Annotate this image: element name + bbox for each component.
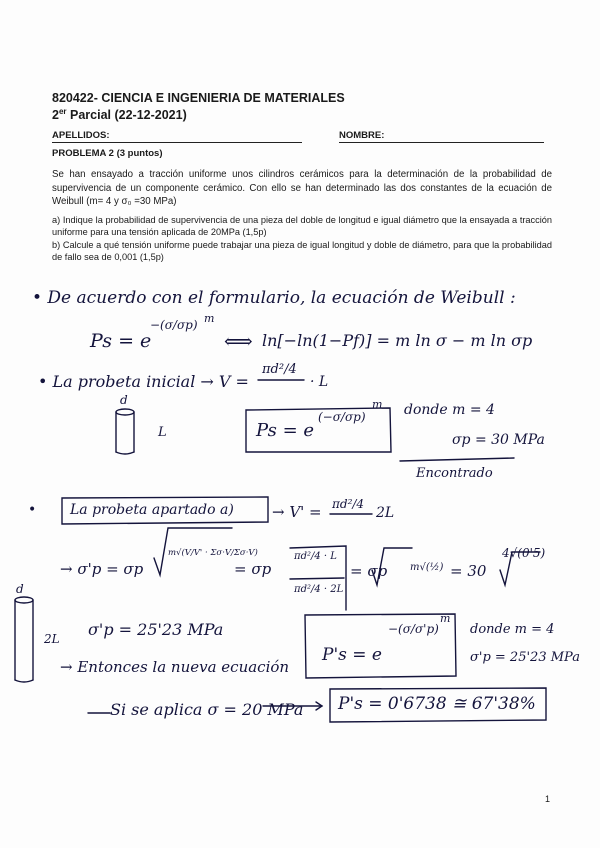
hw-vol2-frac: πd²/4 bbox=[332, 497, 365, 511]
hw-donde1: donde m = 4 bbox=[404, 402, 495, 418]
hw-box1-eq: Ps = e bbox=[256, 420, 315, 441]
hw-sigma-p-prime: σ'p = 25'23 MPa bbox=[88, 620, 224, 639]
hw-frac-top: πd²/4 · L bbox=[294, 551, 337, 562]
page-number: 1 bbox=[545, 794, 551, 804]
hw-sigma-p-prime2: σ'p = 25'23 MPa bbox=[470, 650, 580, 665]
hw-sigma-p: σp = 30 MPa bbox=[452, 432, 545, 448]
nombre-label: NOMBRE: bbox=[339, 130, 385, 142]
hw-cyl2-d: d bbox=[16, 582, 24, 596]
hw-line4-a: → σ'p = σp bbox=[60, 560, 144, 578]
hw-box2-eq: P's = e bbox=[322, 645, 382, 665]
question-b: b) Calcule a qué tensión uniforme puede trabajar una pieza de igual longitud y doble de diámetro, para que la probabilidad de fallo sea de 0,001 (1,5p) bbox=[52, 239, 552, 263]
hw-line1: • De acuerdo con el formulario, la ecuación de Weibull : bbox=[32, 288, 516, 308]
hw-line3-box: La probeta apartado a) bbox=[70, 502, 234, 518]
question-a: a) Indique la probabilidad de supervivencia de una pieza del doble de longitud e igual diámetro que la ensayada a tracción uniforme para una tensión aplicada de 20MPa (1,5p) bbox=[52, 214, 552, 238]
parcial-rest: Parcial (22-12-2021) bbox=[66, 108, 187, 123]
hw-eq-weibull-left: Ps = e bbox=[90, 330, 152, 352]
hw-eq-arrow: ⟺ bbox=[224, 329, 253, 353]
hw-box1-m: m bbox=[372, 398, 383, 411]
hw-box2-exp: −(σ/σ'p) bbox=[388, 622, 439, 636]
hw-entonces: → Entonces la nueva ecuación bbox=[60, 658, 290, 676]
course-title: 820422- CIENCIA E INGENIERIA DE MATERIALES bbox=[52, 91, 345, 105]
hw-result: P's = 0'6738 ≅ 67'38% bbox=[338, 694, 536, 714]
underline-encontrado bbox=[400, 458, 514, 461]
hw-line4-b: = σp bbox=[234, 560, 272, 578]
hw-bullet3: • bbox=[28, 502, 37, 518]
hw-encontrado: Encontrado bbox=[416, 466, 493, 481]
hw-cyl1-L: L bbox=[158, 425, 167, 440]
hw-line2: • La probeta inicial → V = bbox=[38, 372, 249, 391]
hw-line4-root2: m√(½) bbox=[410, 562, 444, 573]
apellidos-label: APELLIDOS: bbox=[52, 130, 110, 142]
hw-eq-weibull-m: m bbox=[204, 312, 215, 325]
hw-si-aplica: Si se aplica σ = 20 MPa bbox=[110, 700, 304, 719]
hw-line4-d: = 30 bbox=[450, 562, 487, 580]
hw-vol-frac: πd²/4 bbox=[262, 362, 297, 377]
problem-intro: Se han ensayado a tracción uniforme unos cilindros cerámicos para la determinación de la probabilidad de supervivencia de un componente cerámico. Con ello se han determinado las dos constantes de la ecuación de Weibull (m= 4 y σ₀ =30 MPa) bbox=[52, 169, 552, 208]
hw-vol2-L: 2L bbox=[376, 505, 395, 521]
hw-line4-root3: 4√(0'5) bbox=[502, 546, 546, 560]
hw-box1-exp: (−σ/σp) bbox=[318, 410, 366, 424]
hw-eq-weibull-right: ln[−ln(1−Pf)] = m ln σ − m ln σp bbox=[262, 331, 533, 350]
hw-frac-bot: πd²/4 · 2L bbox=[294, 584, 344, 595]
hw-line3-rest: → V' = bbox=[272, 503, 322, 521]
hw-box2-m: m bbox=[440, 612, 451, 625]
hw-cyl1-d: d bbox=[120, 393, 128, 407]
hw-line4-c: = σp bbox=[350, 562, 388, 580]
hw-eq-weibull-exp: −(σ/σp) bbox=[150, 318, 198, 332]
hw-donde2: donde m = 4 bbox=[470, 622, 555, 637]
problem-title: PROBLEMA 2 (3 puntos) bbox=[52, 148, 163, 160]
parcial-sup: er bbox=[58, 107, 67, 116]
hw-vol-L: · L bbox=[310, 374, 329, 390]
hw-cyl2-L: 2L bbox=[44, 632, 60, 646]
parcial-num: 2 bbox=[52, 108, 59, 123]
hw-line4-root: m√(V/V' · Σσ·V/Σσ·V) bbox=[168, 548, 258, 558]
